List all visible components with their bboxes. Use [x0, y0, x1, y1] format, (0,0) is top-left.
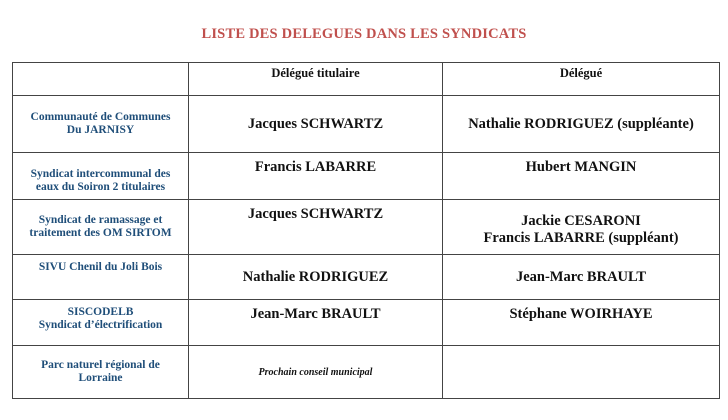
- table-row: [13, 255, 720, 300]
- delegue-name: Francis LABARRE (suppléant): [483, 230, 679, 246]
- header-delegue: Délégué: [443, 63, 720, 96]
- organization-cell: [13, 96, 189, 153]
- organization-line: Syndicat d’électrification: [38, 319, 163, 331]
- organization-cell: [13, 255, 189, 300]
- delegue-cell-empty: [443, 346, 720, 399]
- table-row: [13, 300, 720, 346]
- organization-line: Communauté de Communes: [30, 111, 171, 123]
- organization-line: Lorraine: [78, 372, 123, 384]
- delegue-name: Nathalie RODRIGUEZ (suppléante): [468, 115, 694, 132]
- organization-cell: [13, 200, 189, 255]
- titulaire-cell: [189, 96, 443, 153]
- organization-line: Syndicat intercommunal des: [30, 168, 171, 180]
- organization-line: eaux du Soiron 2 titulaires: [35, 181, 166, 193]
- titulaire-cell: [189, 153, 443, 200]
- titulaire-name: Francis LABARRE: [254, 159, 377, 175]
- table-row: [13, 200, 720, 255]
- delegue-name: Jean-Marc BRAULT: [515, 268, 647, 285]
- header-organization: [13, 63, 189, 96]
- organization-line: SISCODELB: [67, 306, 134, 318]
- delegue-cell: [443, 96, 720, 153]
- table-row: [13, 153, 720, 200]
- organization-cell: [13, 346, 189, 399]
- pending-note: Prochain conseil municipal: [258, 366, 373, 378]
- titulaire-name: Jacques SCHWARTZ: [247, 206, 384, 222]
- titulaire-name: Nathalie RODRIGUEZ: [242, 268, 389, 285]
- titulaire-cell: [189, 255, 443, 300]
- delegue-cell: [443, 153, 720, 200]
- table-row: [13, 346, 720, 399]
- organization-line: traitement des OM SIRTOM: [29, 227, 172, 239]
- organization-line: SIVU Chenil du Joli Bois: [38, 261, 163, 273]
- organization-line: Du JARNISY: [66, 124, 135, 136]
- organization-cell: [13, 300, 189, 346]
- titulaire-cell: [189, 300, 443, 346]
- delegue-cell: [443, 255, 720, 300]
- organization-line: Parc naturel régional de: [41, 359, 160, 371]
- delegue-cell: [443, 200, 720, 255]
- titulaire-name: Jean-Marc BRAULT: [250, 306, 381, 322]
- delegue-name: Stéphane WOIRHAYE: [509, 306, 653, 322]
- delegue-name: Hubert MANGIN: [525, 159, 637, 175]
- header-delegue-titulaire: Délégué titulaire: [189, 63, 443, 96]
- organization-line: Syndicat de ramassage et: [38, 214, 163, 226]
- page-title: LISTE DES DELEGUES DANS LES SYNDICATS: [201, 26, 527, 42]
- delegates-table: [12, 62, 720, 399]
- titulaire-cell: [189, 200, 443, 255]
- table-row: [13, 96, 720, 153]
- delegue-name: Jackie CESARONI: [521, 213, 641, 229]
- titulaire-cell: [189, 346, 443, 399]
- organization-cell: [13, 153, 189, 200]
- delegue-cell: [443, 300, 720, 346]
- titulaire-name: Jacques SCHWARTZ: [247, 115, 384, 132]
- table-header-row: [13, 63, 720, 96]
